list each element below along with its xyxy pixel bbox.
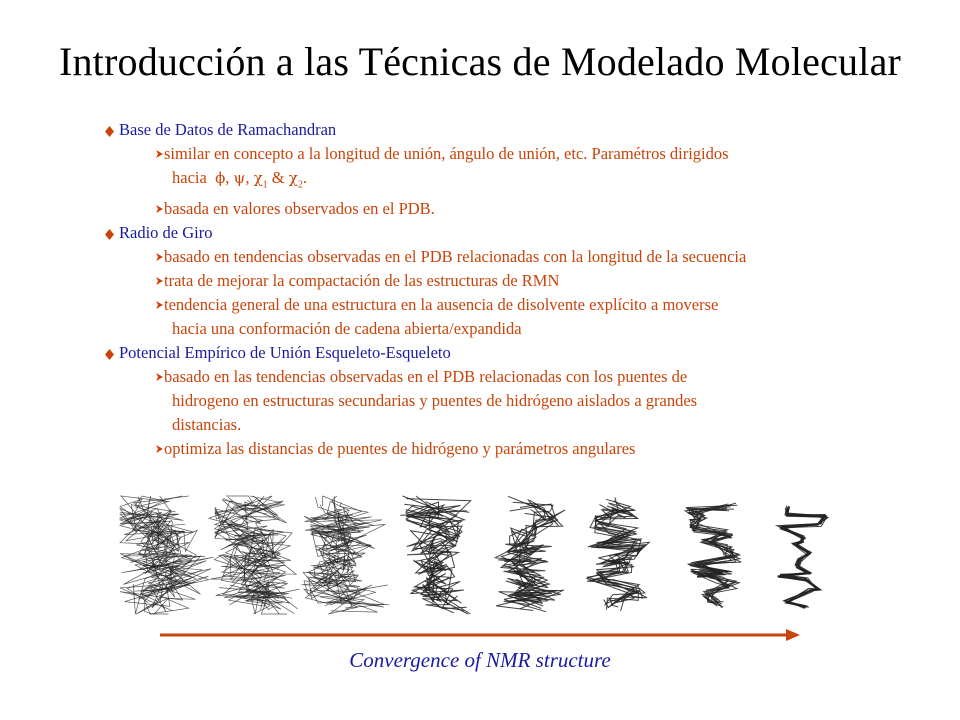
sub-bullet: [156, 269, 935, 293]
sub-bullet: [156, 197, 935, 221]
sub-bullet-text: hidrogeno en estructuras secundarias y puentes de hidrógeno aislados a grandes: [172, 391, 698, 411]
nmr-structure-ensembles: [118, 494, 848, 616]
sub-bullet-text: optimiza las distancias de puentes de hidrógeno y parámetros angulares: [164, 439, 636, 459]
sub-bullet-text: hacia: [172, 168, 207, 187]
sub-bullet-text: trata de mejorar la compactación de las estructuras de RMN: [164, 271, 560, 291]
sub-bullet-text: basado en tendencias observadas en el PDB relacionadas con la longitud de la secuencia: [164, 247, 747, 267]
arrow-bullet-icon: [156, 373, 163, 381]
diamond-bullet-icon: [105, 229, 114, 240]
chi-symbol: χ: [288, 169, 298, 187]
sub-bullet-continuation: [156, 317, 935, 341]
sub-bullet-text: basada en valores observados en el PDB.: [164, 199, 435, 219]
arrow-bullet-icon: [156, 277, 163, 285]
sub-bullet-text: basado en las tendencias observadas en el PDB relacionadas con los puentes de: [164, 367, 688, 387]
slide-content: [105, 118, 935, 461]
bullet-radio-giro: [105, 221, 935, 245]
diamond-bullet-icon: [105, 349, 114, 360]
phi-symbol: ϕ: [215, 169, 226, 187]
ampersand: &: [271, 168, 285, 187]
sub-bullet: [156, 293, 935, 317]
arrow-bullet-icon: [156, 301, 163, 309]
structure-ensemble: [587, 498, 649, 612]
sub-bullet-continuation: [156, 389, 935, 413]
section-heading: Potencial Empírico de Unión Esqueleto-Esqueleto: [119, 343, 451, 363]
structure-ensemble: [302, 496, 390, 614]
backbone-trace: [596, 498, 645, 606]
convergence-arrow-icon: [160, 625, 805, 645]
structure-ensemble: [495, 496, 565, 612]
sub-bullet: [156, 245, 935, 269]
chi-symbol: χ: [253, 169, 263, 187]
structure-ensemble: [777, 506, 828, 609]
sub-bullet: [156, 437, 935, 461]
sub-bullet-text: similar en concepto a la longitud de unión, ángulo de unión, etc. Paramétros dirigidos: [164, 144, 729, 163]
sub-bullet: [156, 142, 935, 166]
arrow-bullet-icon: [156, 253, 163, 261]
sub-bullet-continuation: hacia ϕ, ψ, $\chi_1$ & $\chi_2$.: [172, 168, 307, 191]
section-heading: Base de Datos de Ramachandran: [119, 120, 337, 139]
section-heading: Radio de Giro: [119, 223, 213, 243]
subscript-2: 2: [297, 179, 303, 191]
slide-title: Introducción a las Técnicas de Modelado Molecular: [58, 39, 902, 84]
arrow-bullet-icon: [156, 445, 163, 453]
arrow-bullet-icon: [156, 150, 163, 158]
diamond-bullet-icon: [105, 126, 114, 137]
psi-symbol: ψ: [233, 169, 246, 187]
arrow-bullet-icon: [156, 205, 163, 213]
sub-bullet-text: distancias.: [172, 415, 242, 435]
figure-caption: Convergence of NMR structure: [349, 648, 611, 672]
subscript-1: 1: [262, 179, 268, 191]
structure-ensemble: [209, 496, 300, 614]
sub-bullet-continuation: [156, 413, 935, 437]
sub-bullet-text: hacia una conformación de cadena abierta/expandida: [172, 319, 522, 339]
bullet-ramachandran: [105, 118, 935, 142]
sub-bullet: [156, 365, 935, 389]
structure-ensemble: [400, 496, 470, 614]
structure-ensemble: [120, 496, 214, 614]
sub-bullet-text: tendencia general de una estructura en la ausencia de disolvente explícito a moverse: [164, 295, 719, 315]
bullet-potencial: [105, 341, 935, 365]
structure-ensemble: [685, 503, 741, 608]
